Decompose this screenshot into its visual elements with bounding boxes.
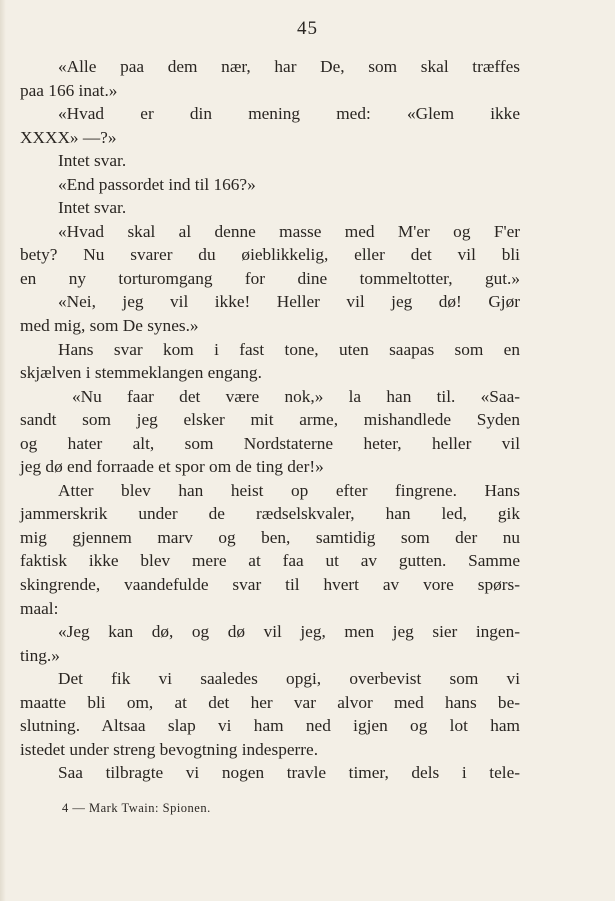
text-line: istedet under streng bevogtning indesperre. (20, 739, 319, 759)
text-line: «Alle paa dem nær, har De, som skal træffes (58, 57, 520, 76)
text-line: faktisk ikke blev mere at faa ut av gutten. Samme (20, 551, 520, 571)
text-line: Intet svar. (58, 151, 127, 171)
text-line: og hater alt, som Nordstaterne heter, heller vil (20, 433, 520, 453)
text-line: paa 166 inat.» (20, 80, 118, 100)
text-line: Hans svar kom i fast tone, uten saapas som en (58, 339, 520, 359)
text-line: mig gjennem marv og ben, samtidig som der nu (20, 527, 520, 547)
text-line: XXXX» —?» (20, 127, 117, 147)
text-line: «Nei, jeg vil ikke! Heller vil jeg dø! Gjør (58, 292, 520, 312)
text-line: jeg dø end forraade et spor om de ting der!» (20, 457, 324, 477)
text-line: Det fik vi saaledes opgi, overbevist som vi (58, 669, 520, 689)
text-line: med mig, som De synes.» (20, 316, 199, 336)
text-line: en ny torturomgang for dine tommeltotter, gut.» (20, 268, 520, 288)
text-line: «Jeg kan dø, og dø vil jeg, men jeg sier ingen- (58, 622, 520, 642)
text-line: maatte bli om, at det her var alvor med hans be- (20, 692, 520, 712)
text-line: Saa tilbragte vi nogen travle timer, dels i tele- (58, 763, 520, 783)
text-line: ting.» (20, 645, 60, 665)
page-edge-shadow (0, 0, 6, 901)
signature-footer: 4 — Mark Twain: Spionen. (62, 801, 211, 815)
text-line: «End passordet ind til 166?» (58, 174, 256, 194)
text-line: bety? Nu svarer du øieblikkelig, eller det vil bli (20, 245, 520, 265)
text-line: Atter blev han heist op efter fingrene. Hans (58, 480, 520, 500)
text-line: «Nu faar det være nok,» la han til. «Saa- (72, 386, 520, 406)
text-line: Intet svar. (58, 198, 127, 218)
text-line: jammerskrik under de rædselskvaler, han led, gik (20, 504, 520, 524)
text-line: «Hvad er din mening med: «Glem ikke (58, 104, 520, 124)
text-line: skjælven i stemmeklangen engang. (20, 363, 262, 383)
text-line: slutning. Altsaa slap vi ham ned igjen og lot ham (20, 716, 520, 736)
text-line: skingrende, vaandefulde svar til hvert av vore spørs- (20, 575, 520, 595)
text-line: «Hvad skal al denne masse med M'er og F'er (58, 221, 520, 241)
text-line: maal: (20, 598, 59, 618)
body-text (20, 55, 520, 785)
text-line: sandt som jeg elsker mit arme, mishandlede Syden (20, 410, 520, 430)
page-number: 45 (297, 18, 318, 39)
